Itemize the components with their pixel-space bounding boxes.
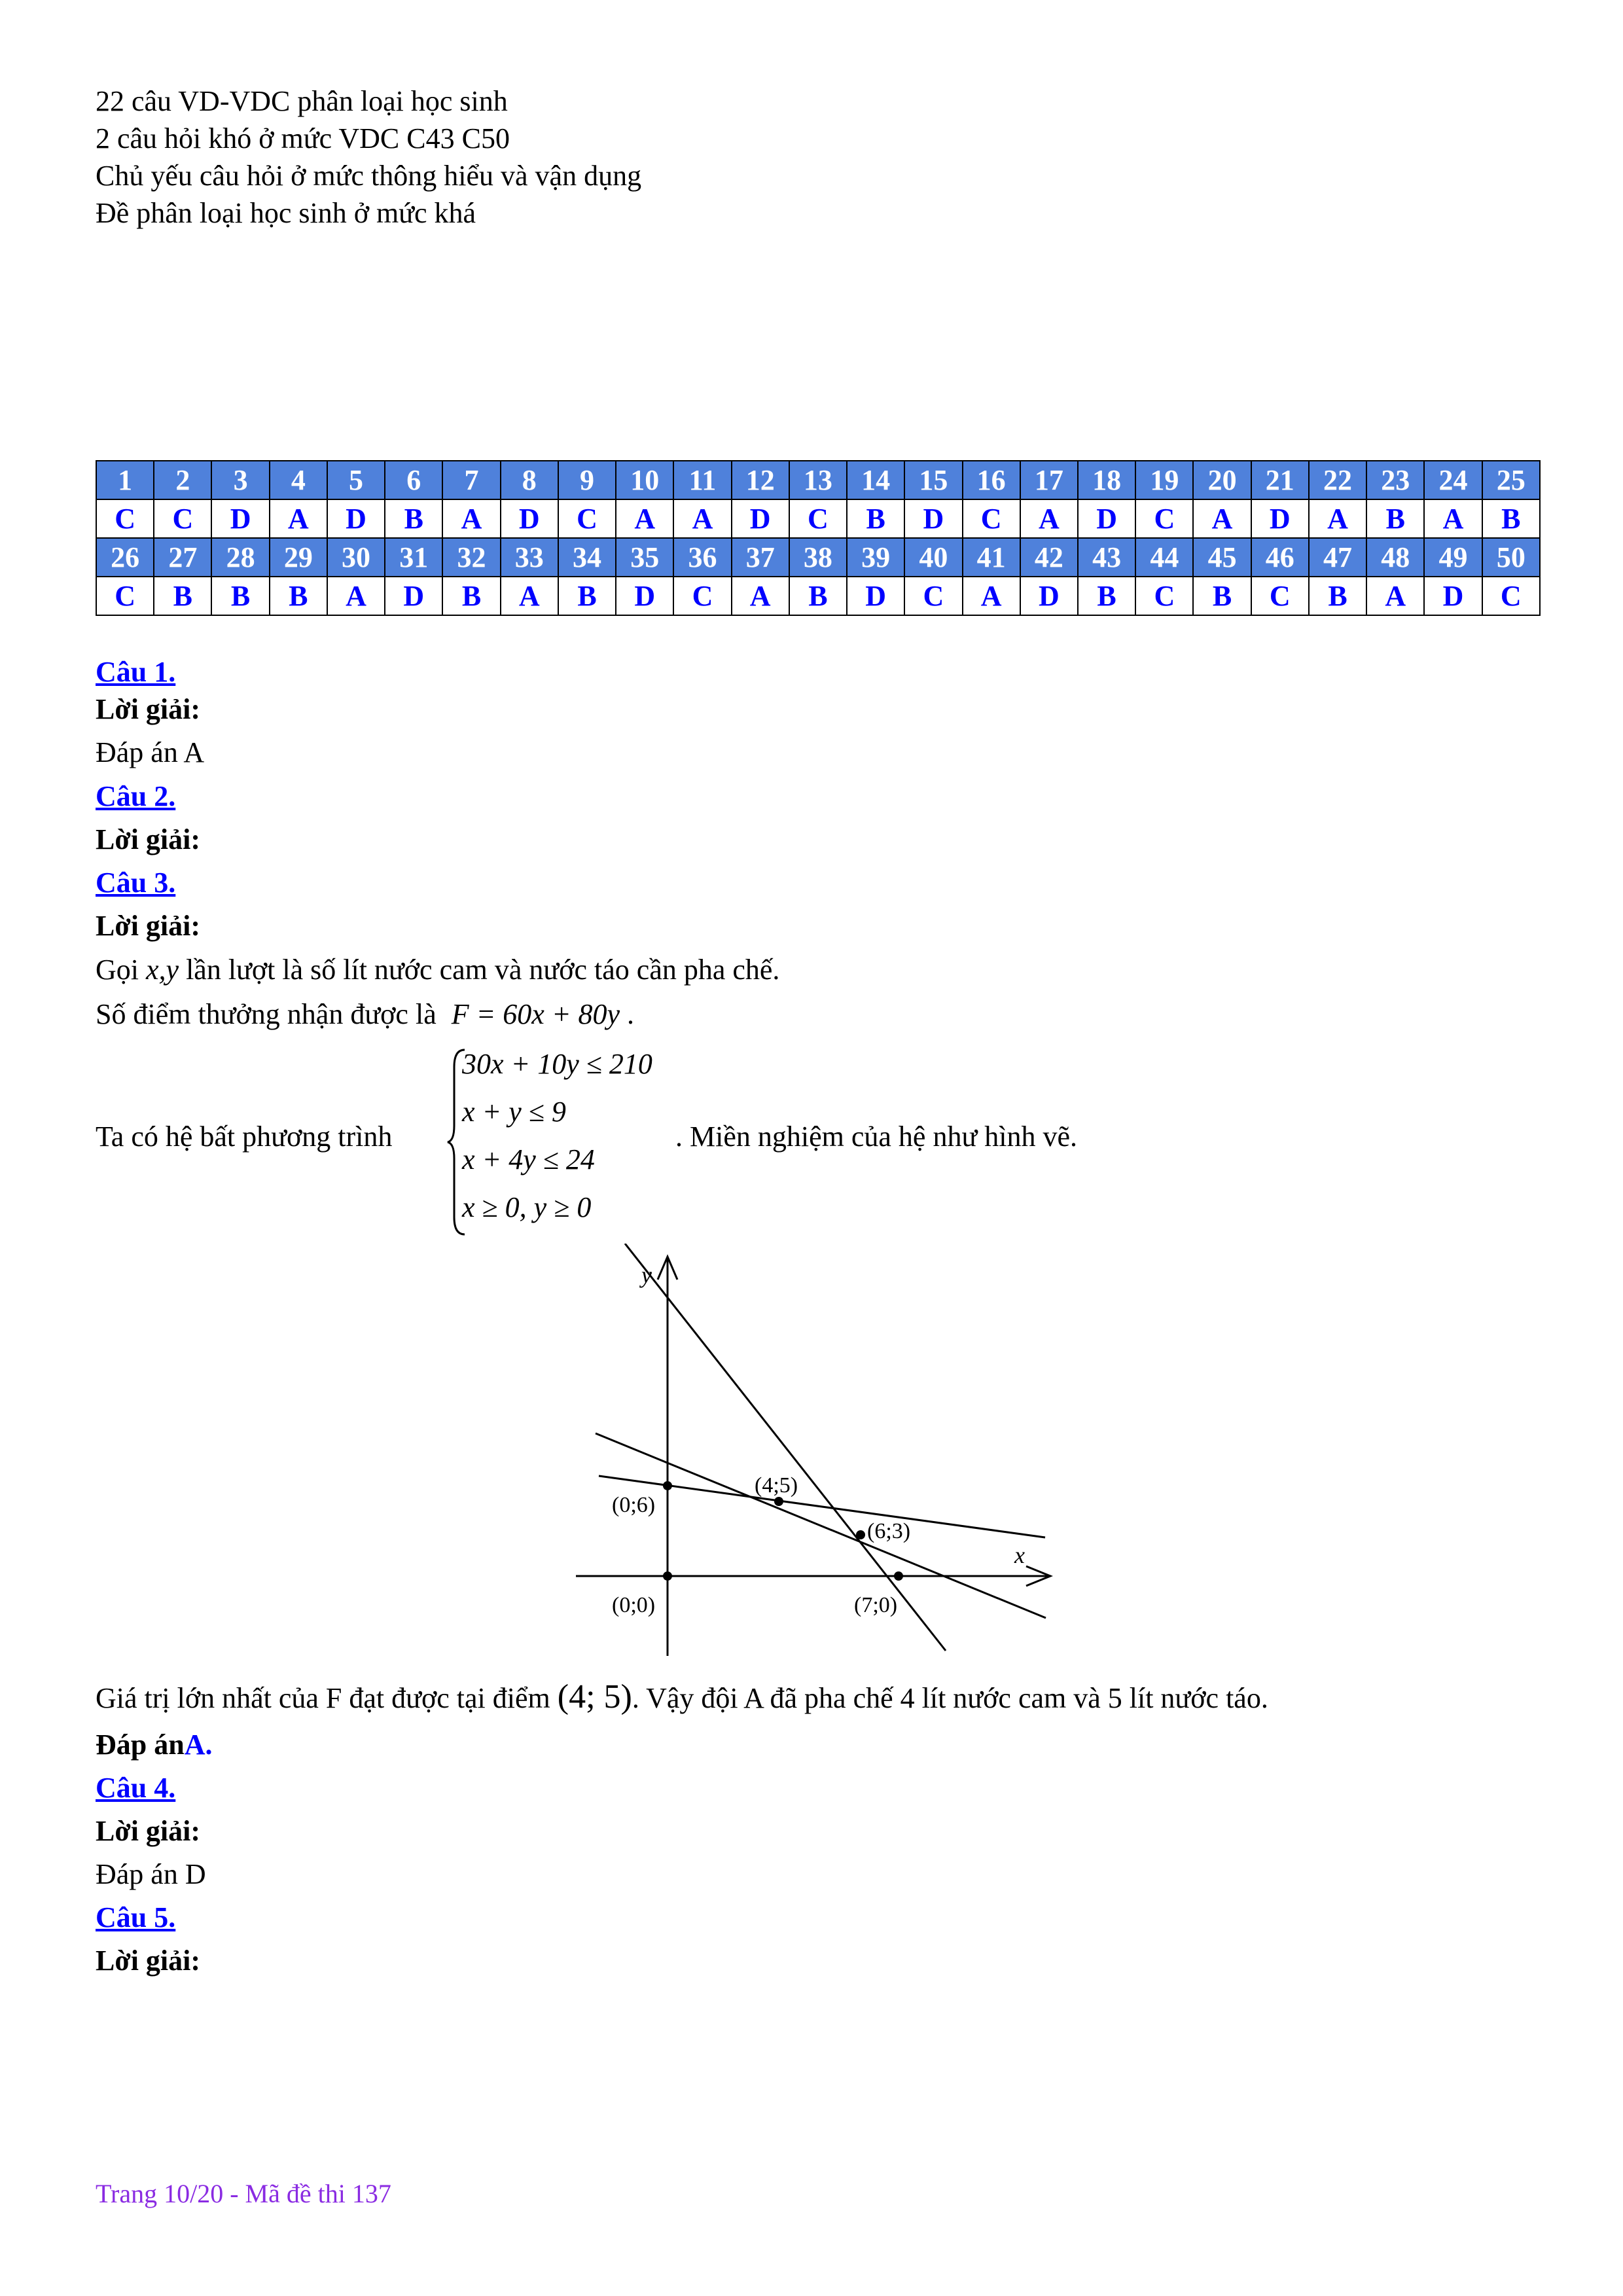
answer-letter-cell: A <box>616 499 673 538</box>
answer-letter-cell: A <box>732 577 789 615</box>
q1-solution-label: Lời giải: <box>96 693 201 725</box>
answer-letter-cell: D <box>385 577 442 615</box>
label-4-5: (4;5) <box>755 1473 798 1498</box>
answer-letter-cell: A <box>1020 499 1078 538</box>
answer-letter-cell: A <box>501 577 558 615</box>
label-7-0: (7;0) <box>854 1593 898 1617</box>
question-number-cell: 27 <box>154 538 211 577</box>
question-2-link[interactable]: Câu 2. <box>96 780 176 812</box>
q3-conclusion <box>96 1678 1268 1717</box>
intro-line-4: Đề phân loại học sinh ở mức khá <box>96 197 476 229</box>
question-number-cell: 18 <box>1078 461 1135 499</box>
answer-letter-cell: D <box>1424 577 1482 615</box>
answer-letter-cell: D <box>211 499 269 538</box>
question-number-cell: 8 <box>501 461 558 499</box>
answer-letter-cell: A <box>1366 577 1424 615</box>
line-x-y-9 <box>596 1433 1046 1618</box>
q5-solution-label: Lời giải: <box>96 1945 201 1977</box>
answer-letter-cell: A <box>327 577 385 615</box>
inequality-1: 30x + 10y ≤ 210 <box>462 1048 652 1080</box>
answer-letter-cell: D <box>732 499 789 538</box>
answer-letter-cell: C <box>789 499 847 538</box>
system-outro: . Miền nghiệm của hệ như hình vẽ. <box>675 1121 1078 1153</box>
q3-solution-label: Lời giải: <box>96 910 201 942</box>
answer-letter-cell: B <box>1482 499 1540 538</box>
question-number-cell: 48 <box>1366 538 1424 577</box>
system-intro: Ta có hệ bất phương trình <box>96 1121 393 1153</box>
question-5-link[interactable]: Câu 5. <box>96 1901 176 1933</box>
line-30x-10y-210 <box>625 1244 946 1651</box>
point-0-6 <box>663 1481 672 1490</box>
answer-letter-cell: C <box>154 499 211 538</box>
q2-solution-label: Lời giải: <box>96 823 201 855</box>
point-7-0 <box>894 1571 903 1581</box>
answer-letter-cell: B <box>1309 577 1366 615</box>
question-number-cell: 24 <box>1424 461 1482 499</box>
question-number-cell: 42 <box>1020 538 1078 577</box>
question-number-cell: 19 <box>1135 461 1193 499</box>
question-number-cell: 40 <box>904 538 962 577</box>
intro-line-2: 2 câu hỏi khó ở mức VDC C43 C50 <box>96 122 510 154</box>
question-number-cell: 22 <box>1309 461 1366 499</box>
question-number-cell: 28 <box>211 538 269 577</box>
max-point: (4; 5) <box>557 1678 632 1715</box>
answer-letter-cell: A <box>1309 499 1366 538</box>
label-6-3: (6;3) <box>867 1519 911 1543</box>
answer-letter-cell: C <box>1251 577 1309 615</box>
answer-letter-cell: D <box>1020 577 1078 615</box>
question-number-cell: 31 <box>385 538 442 577</box>
x-axis-label: x <box>1014 1542 1025 1568</box>
q3-text-1-a: Gọi <box>96 954 146 986</box>
question-number-cell: 17 <box>1020 461 1078 499</box>
answer-letter-cell: C <box>904 577 962 615</box>
question-number-cell: 41 <box>963 538 1020 577</box>
question-number-cell: 33 <box>501 538 558 577</box>
question-number-cell: 36 <box>673 538 731 577</box>
answer-letter-cell: C <box>1135 499 1193 538</box>
answer-letter-cell: A <box>270 499 327 538</box>
question-number-cell: 11 <box>673 461 731 499</box>
q3-variables: x,y <box>146 954 179 986</box>
question-4-link[interactable]: Câu 4. <box>96 1772 176 1804</box>
label-0-0: (0;0) <box>612 1593 656 1617</box>
answer-letter-cell: D <box>616 577 673 615</box>
answer-letter-cell: C <box>1482 577 1540 615</box>
question-3-link[interactable]: Câu 3. <box>96 867 176 899</box>
question-number-cell: 10 <box>616 461 673 499</box>
question-number-cell: 32 <box>442 538 500 577</box>
question-number-cell: 9 <box>558 461 616 499</box>
page-footer: Trang 10/20 - Mã đề thi 137 <box>96 2179 391 2208</box>
q3-text-1 <box>96 951 779 989</box>
inequality-4: x ≥ 0, y ≥ 0 <box>462 1191 592 1223</box>
question-number-cell: 21 <box>1251 461 1309 499</box>
answer-letter-cell: B <box>442 577 500 615</box>
answer-letter-cell: A <box>1193 499 1251 538</box>
answer-letter-cell: A <box>673 499 731 538</box>
question-number-cell: 6 <box>385 461 442 499</box>
answer-row-letters-1 <box>96 499 1540 538</box>
question-number-cell: 44 <box>1135 538 1193 577</box>
final-answer-label: Đáp án <box>96 1729 185 1761</box>
intro-line-1: 22 câu VD-VDC phân loại học sinh <box>96 85 508 117</box>
answer-letter-cell: C <box>1135 577 1193 615</box>
answer-letter-cell: A <box>963 577 1020 615</box>
question-number-cell: 5 <box>327 461 385 499</box>
question-number-cell: 39 <box>847 538 904 577</box>
answer-letter-cell: D <box>1251 499 1309 538</box>
question-number-cell: 47 <box>1309 538 1366 577</box>
answer-letter-cell: D <box>327 499 385 538</box>
answer-letter-cell: C <box>673 577 731 615</box>
answer-letter-cell: B <box>211 577 269 615</box>
y-axis-label: y <box>641 1262 652 1288</box>
q3-text-1-b: lần lượt là số lít nước cam và nước táo cần pha chế. <box>179 954 780 986</box>
question-number-cell: 37 <box>732 538 789 577</box>
answer-letter-cell: B <box>1193 577 1251 615</box>
question-number-cell: 50 <box>1482 538 1540 577</box>
q3-conclusion-b: . Vậy đội A đã pha chế 4 lít nước cam và 5 lít nước táo. <box>632 1682 1268 1714</box>
answer-letter-cell: B <box>558 577 616 615</box>
q4-solution-label: Lời giải: <box>96 1815 201 1847</box>
final-answer-value: A. <box>184 1729 213 1761</box>
answer-letter-cell: A <box>442 499 500 538</box>
question-number-cell: 15 <box>904 461 962 499</box>
point-4-5 <box>774 1497 783 1506</box>
point-0-0 <box>663 1571 672 1581</box>
answer-letter-cell: B <box>847 499 904 538</box>
question-number-cell: 35 <box>616 538 673 577</box>
question-number-cell: 14 <box>847 461 904 499</box>
question-number-cell: 1 <box>96 461 154 499</box>
question-number-cell: 38 <box>789 538 847 577</box>
feasible-region-graph <box>563 1244 1073 1662</box>
point-6-3 <box>856 1530 865 1539</box>
answer-letter-cell: D <box>847 577 904 615</box>
answer-letter-cell: D <box>501 499 558 538</box>
answer-letter-cell: C <box>96 499 154 538</box>
q3-final-answer <box>96 1726 213 1764</box>
inequality-3: x + 4y ≤ 24 <box>462 1143 595 1175</box>
question-number-cell: 49 <box>1424 538 1482 577</box>
question-number-cell: 34 <box>558 538 616 577</box>
objective-formula: F = 60x + 80y <box>451 998 620 1030</box>
question-number-cell: 2 <box>154 461 211 499</box>
question-number-cell: 25 <box>1482 461 1540 499</box>
answer-row-numbers-2 <box>96 538 1540 577</box>
answer-letter-cell: C <box>963 499 1020 538</box>
answer-letter-cell: B <box>385 499 442 538</box>
label-0-6: (0;6) <box>612 1493 656 1517</box>
q3-text-2-b: . <box>620 998 635 1030</box>
answer-letter-cell: A <box>1424 499 1482 538</box>
q4-answer: Đáp án D <box>96 1858 206 1890</box>
answer-letter-cell: B <box>154 577 211 615</box>
question-number-cell: 13 <box>789 461 847 499</box>
question-number-cell: 20 <box>1193 461 1251 499</box>
answer-letter-cell: D <box>1078 499 1135 538</box>
question-number-cell: 30 <box>327 538 385 577</box>
question-number-cell: 16 <box>963 461 1020 499</box>
question-number-cell: 45 <box>1193 538 1251 577</box>
q3-text-2 <box>96 996 634 1033</box>
question-number-cell: 26 <box>96 538 154 577</box>
answer-letter-cell: B <box>1078 577 1135 615</box>
question-number-cell: 46 <box>1251 538 1309 577</box>
answer-letter-cell: B <box>1366 499 1424 538</box>
answer-table <box>96 460 1541 616</box>
answer-row-numbers-1 <box>96 461 1540 499</box>
question-number-cell: 4 <box>270 461 327 499</box>
q3-text-2-a: Số điểm thưởng nhận được là <box>96 998 444 1030</box>
answer-letter-cell: C <box>558 499 616 538</box>
question-number-cell: 3 <box>211 461 269 499</box>
answer-letter-cell: B <box>270 577 327 615</box>
question-number-cell: 23 <box>1366 461 1424 499</box>
answer-letter-cell: C <box>96 577 154 615</box>
answer-row-letters-2 <box>96 577 1540 615</box>
q3-conclusion-a: Giá trị lớn nhất của F đạt được tại điểm <box>96 1682 558 1714</box>
question-number-cell: 7 <box>442 461 500 499</box>
question-number-cell: 12 <box>732 461 789 499</box>
answer-letter-cell: D <box>904 499 962 538</box>
question-number-cell: 43 <box>1078 538 1135 577</box>
intro-line-3: Chủ yếu câu hỏi ở mức thông hiểu và vận dụng <box>96 160 642 192</box>
answer-letter-cell: B <box>789 577 847 615</box>
inequality-2: x + y ≤ 9 <box>462 1096 566 1128</box>
q1-answer: Đáp án A <box>96 736 205 768</box>
question-1-link[interactable]: Câu 1. <box>96 656 176 688</box>
question-number-cell: 29 <box>270 538 327 577</box>
